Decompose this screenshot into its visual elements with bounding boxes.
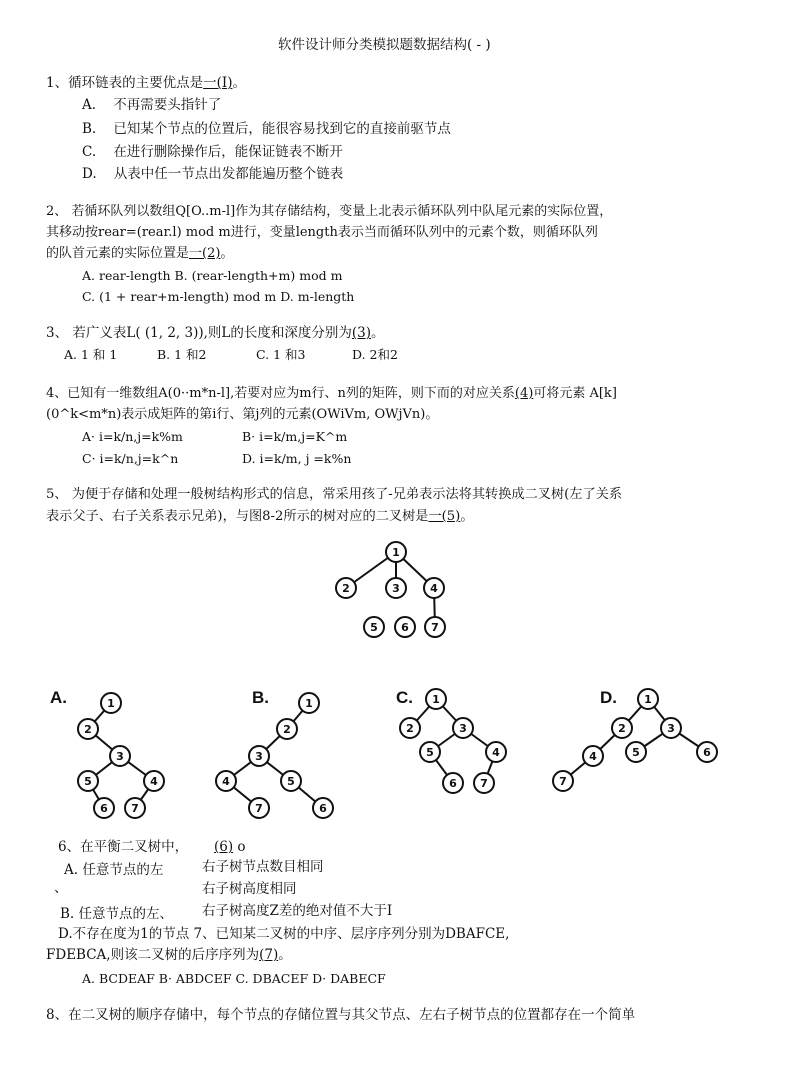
tree-node-label: 3	[392, 582, 400, 595]
q6-option-b: B. 任意节点的左、	[60, 906, 174, 922]
q6-option-a-cont: 右子树节点数目相同	[202, 859, 324, 875]
question-1-stem: 1、循环链表的主要优点是一(I)。	[46, 75, 246, 91]
question-7-blank: (7)	[259, 947, 279, 963]
question-5-line1: 5、 为便于存储和处理一般树结构形式的信息，常采用孩了-兄弟表示法将其转换成二叉树(左了关系	[46, 487, 623, 502]
q6-comma: 、	[54, 880, 68, 896]
tree-D	[553, 689, 717, 791]
q6-option-b-mid: 右子树高度相同	[202, 881, 297, 897]
question-4-line1: 4、已知有一维数组A(0··m*n-l],若要对应为m行、n列的矩阵，则下而的对应关系(4)可将元素 A[k]	[46, 386, 617, 401]
question-5-line2: 表示父子、右子关系表示兄弟)，与图8-2所示的树对应的二叉树是一(5)。	[46, 509, 474, 524]
tree-node-label: 1	[432, 693, 440, 706]
tree-node-label: 5	[370, 621, 378, 634]
tree-node-label: 4	[492, 746, 500, 759]
q2-options-ab: A. rear-length B. (rear-length+m) mod m	[82, 268, 343, 283]
q3-option-a: A. 1 和 1	[64, 347, 118, 362]
page-title: 软件设计师分类模拟题数据结构( - )	[278, 37, 491, 53]
tree-option-c-label: C.	[396, 688, 413, 707]
q1-option-b: B. 已知某个节点的位置后，能很容易找到它的直接前驱节点	[82, 121, 451, 137]
tree-option-d-label: D.	[600, 688, 617, 707]
q4-option-a: A· i=k/n,j=k%m	[82, 429, 183, 444]
tree-node-label: 6	[703, 746, 711, 759]
tree-A	[78, 693, 164, 818]
tree-node-label: 5	[632, 746, 640, 759]
tree-node-label: 5	[287, 775, 295, 788]
tree-node-label: 3	[667, 722, 675, 735]
question-7-line2: FDEBCA,则该二叉树的后序序列为(7)。	[46, 947, 292, 963]
tree-node-label: 6	[401, 621, 409, 634]
tree-node-label: 6	[449, 777, 457, 790]
tree-C	[400, 689, 506, 793]
question-4-line2: (0^k<m*n)表示成矩阵的第i行、第j列的元素(OWiVm, OWjVn)。	[46, 407, 439, 422]
question-2-blank: 一(2)	[189, 246, 221, 261]
q6-option-b-cont: 右子树高度Z差的绝对值不大于I	[202, 903, 393, 919]
question-3-blank: (3)	[351, 325, 372, 341]
tree-node-label: 7	[480, 777, 488, 790]
q3-option-c: C. 1 和3	[256, 347, 306, 362]
tree-node-label: 1	[305, 697, 313, 710]
tree-node-label: 6	[100, 802, 108, 815]
q1-option-c: C. 在进行删除操作后，能保证链表不断开	[82, 144, 343, 160]
question-5-blank: 一(5)	[428, 509, 461, 524]
tree-node-label: 2	[283, 723, 291, 736]
tree-node-label: 4	[430, 582, 438, 595]
tree-node-label: 4	[222, 775, 230, 788]
tree-node-label: 7	[559, 775, 567, 788]
q1-option-d: D. 从表中任一节点出发都能遍历整个链表	[82, 166, 344, 182]
tree-node-label: 5	[84, 775, 92, 788]
tree-node-label: 3	[116, 750, 124, 763]
q6-option-a: A. 任意节点的左	[64, 862, 164, 878]
tree-option-a-label: A.	[50, 688, 67, 707]
question-8-line1: 8、在二叉树的顺序存储中，每个节点的存储位置与其父节点、左右子树节点的位置都存在一个简单	[46, 1007, 636, 1023]
question-2-line2: 其移动按rear=(rear.l) mod m进行，变量length表示当而循环队列中的元素个数，则循环队列	[46, 225, 598, 240]
tree-B	[216, 693, 333, 818]
tree-node-label: 2	[342, 582, 350, 595]
tree-node-label: 5	[426, 746, 434, 759]
tree-node-label: 7	[131, 802, 139, 815]
tree-main	[336, 542, 445, 637]
q3-option-b: B. 1 和2	[157, 347, 207, 362]
q7-options: A. BCDEAF B· ABDCEF C. DBACEF D· DABECF	[82, 971, 386, 986]
q4-option-d: D. i=k/m, j =k%n	[242, 451, 352, 466]
q4-option-c: C· i=k/n,j=k^n	[82, 451, 179, 466]
tree-node-label: 7	[255, 802, 263, 815]
q2-options-cd: C. (1 + rear+m-length) mod m D. m-length	[82, 289, 355, 304]
question-2-line1: 2、 若循环队列以数组Q[O..m-l]作为其存储结构，变量上北表示循环队列中队尾元素的实际位置，	[46, 204, 613, 219]
tree-node-label: 1	[392, 546, 400, 559]
question-6-stem: 6、在平衡二叉树中，	[58, 839, 189, 855]
tree-node-label: 2	[618, 722, 626, 735]
tree-node-label: 3	[459, 722, 467, 735]
q3-option-d: D. 2和2	[352, 347, 398, 362]
question-3-stem: 3、 若广义表L( (1, 2, 3)),则L的长度和深度分别为(3)。	[46, 325, 385, 341]
tree-node-label: 1	[644, 693, 652, 706]
tree-node-label: 6	[319, 802, 327, 815]
question-4-blank: (4)	[514, 386, 534, 401]
tree-node-label: 4	[150, 775, 158, 788]
tree-option-b-label: B.	[252, 688, 269, 707]
q1-option-a: A. 不再需要头指针了	[82, 97, 222, 113]
question-1-blank: 一(I)	[203, 75, 233, 91]
question-6-blank-line: (6) o	[214, 839, 246, 855]
tree-node-label: 1	[107, 697, 115, 710]
tree-node-label: 4	[589, 750, 597, 763]
question-2-line3: 的队首元素的实际位置是一(2)。	[46, 246, 234, 261]
tree-node-label: 2	[406, 722, 414, 735]
tree-node-label: 7	[431, 621, 439, 634]
tree-node-label: 2	[84, 723, 92, 736]
question-7-line1: D.不存在度为1的节点 7、已知某二叉树的中序、层序序列分别为DBAFCE,	[58, 926, 510, 942]
q4-option-b: B· i=k/m,j=K^m	[242, 429, 348, 444]
tree-node-label: 3	[255, 750, 263, 763]
question-6-blank: (6)	[214, 839, 234, 855]
